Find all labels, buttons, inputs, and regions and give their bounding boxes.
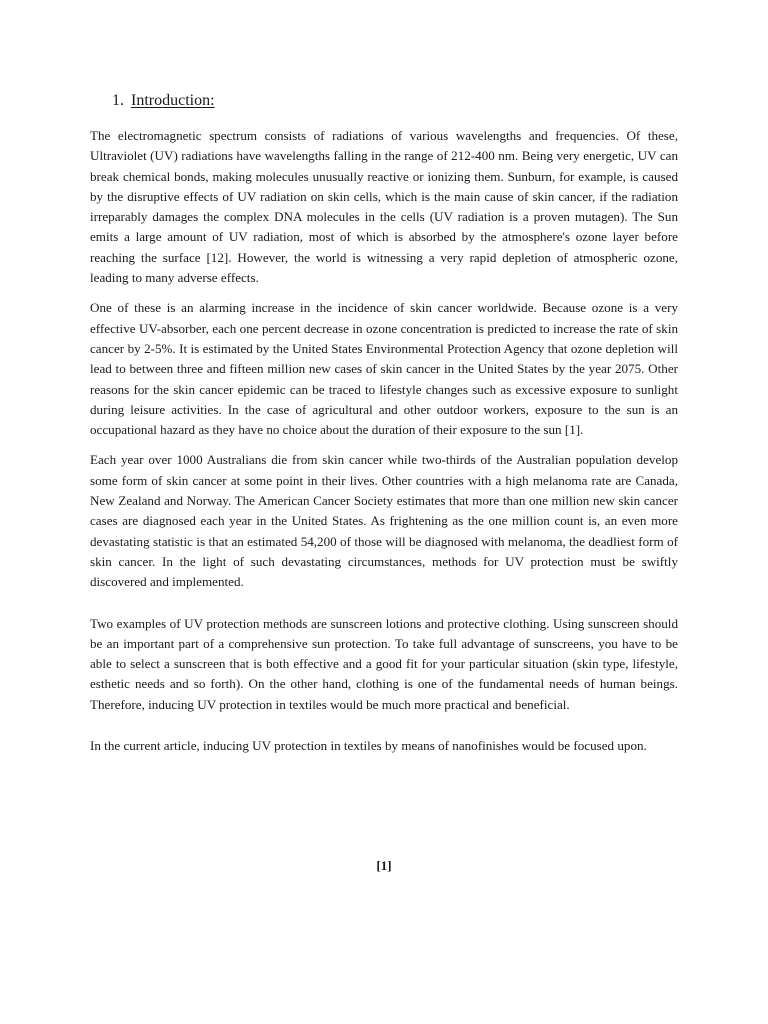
section-title: Introduction: <box>131 92 215 109</box>
paragraph-incidence: One of these is an alarming increase in the incidence of skin cancer worldwide. Because ozone is a very effective UV-absorber, each one percent decrease in ozone concentration is predicted to increase the rate of skin cancer by 2-5%. It is estimated by the United States Environmental Protection Agency that ozone depletion will lead to between three and fifteen million new cases of skin cancer in the United States by the year 2075. Other reasons for the skin cancer epidemic can be traced to lifestyle changes such as excessive exposure to sunlight during leisure activities. In the case of agricultural and other outdoor workers, exposure to the sun is an occupational hazard as they have no choice about the duration of their exposure to the sun [1]. <box>90 300 678 438</box>
section-heading <box>112 88 678 114</box>
paragraph-statistics: Each year over 1000 Australians die from skin cancer while two-thirds of the Australian population develop some form of skin cancer at some point in their lives. Other countries with a high melanoma rate are Canada, New Zealand and Norway. The American Cancer Society estimates that more than one million new skin cancer cases are diagnosed each year in the United States. As frightening as the one million count is, an even more devastating statistic is that an estimated 54,200 of those will be diagnosed with melanoma, the deadliest form of skin cancer. In the light of such devastating circumstances, methods for UV protection must be swiftly discovered and implemented. <box>90 452 678 590</box>
paragraph-article-focus: In the current article, inducing UV protection in textiles by means of nanofinishes would be focused upon. <box>90 738 647 754</box>
paragraph-protection-methods: Two examples of UV protection methods are sunscreen lotions and protective clothing. Using sunscreen should be an important part of a comprehensive sun protection. To take full advantage of sunscreens, you have to be able to select a sunscreen that is both effective and a good fit for your particular situation (skin type, lifestyle, esthetic needs and so forth). On the other hand, clothing is one of the fundamental needs of human beings. Therefore, inducing UV protection in textiles would be much more practical and beneficial. <box>90 615 678 712</box>
section-number: 1. <box>112 92 124 109</box>
paragraph-spectrum: The electromagnetic spectrum consists of radiations of various wavelengths and frequencies. Of these, Ultraviolet (UV) radiations have wavelengths falling in the range of 212-400 nm. Being very energetic, UV can break chemical bonds, making molecules unusually reactive or ionizing them. Sunburn, for example, is caused by the disruptive effects of UV radiation on skin cells, which is the main cause of skin cancer, if the radiation irreparably damages the complex DNA molecules in the cells (UV radiation is a proven mutagen). The Sun emits a large amount of UV radiation, most of which is absorbed by the atmosphere's ozone layer before reaching the surface [12]. However, the world is witnessing a very rapid depletion of atmospheric ozone, leading to many adverse effects. <box>90 128 678 286</box>
document-page <box>90 88 678 756</box>
page-number: [1] <box>376 858 392 873</box>
